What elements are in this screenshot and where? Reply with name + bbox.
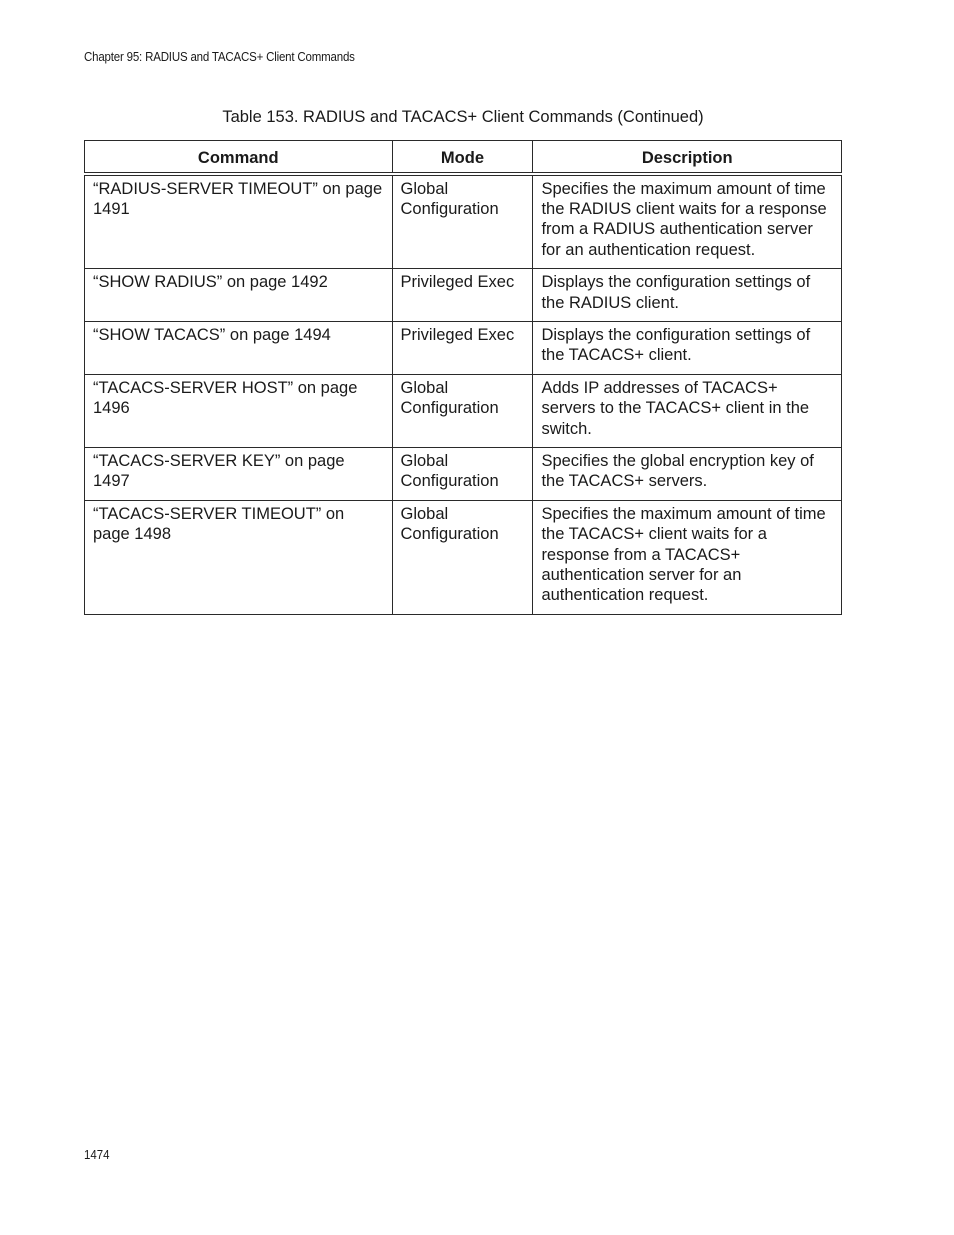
- description-cell: Displays the configuration settings of the TACACS+ client.: [533, 321, 842, 374]
- page-number: 1474: [84, 1148, 110, 1162]
- mode-cell: Global Configuration: [392, 500, 533, 614]
- mode-cell: Global Configuration: [392, 174, 533, 269]
- command-cell: “TACACS-SERVER TIMEOUT” on page 1498: [85, 500, 393, 614]
- command-cell: “SHOW RADIUS” on page 1492: [85, 269, 393, 322]
- command-cell: “RADIUS-SERVER TIMEOUT” on page 1491: [85, 174, 393, 269]
- description-cell: Displays the configuration settings of the RADIUS client.: [533, 269, 842, 322]
- table-caption: Table 153. RADIUS and TACACS+ Client Commands (Continued): [222, 108, 704, 126]
- table-row: [85, 269, 842, 322]
- table-row: [85, 374, 842, 447]
- mode-cell: Global Configuration: [392, 374, 533, 447]
- running-header: Chapter 95: RADIUS and TACACS+ Client Commands: [84, 50, 355, 64]
- column-header-mode: Mode: [392, 141, 533, 174]
- table-row: [85, 321, 842, 374]
- description-cell: Specifies the maximum amount of time the TACACS+ client waits for a response from a TACACS+ authentication server for an authentication request.: [533, 500, 842, 614]
- command-cell: “SHOW TACACS” on page 1494: [85, 321, 393, 374]
- command-cell: “TACACS-SERVER KEY” on page 1497: [85, 447, 393, 500]
- command-cell: “TACACS-SERVER HOST” on page 1496: [85, 374, 393, 447]
- commands-table: [84, 140, 842, 615]
- mode-cell: Global Configuration: [392, 447, 533, 500]
- table-row: [85, 500, 842, 614]
- mode-cell: Privileged Exec: [392, 321, 533, 374]
- table-row: [85, 174, 842, 269]
- description-cell: Adds IP addresses of TACACS+ servers to the TACACS+ client in the switch.: [533, 374, 842, 447]
- description-cell: Specifies the global encryption key of the TACACS+ servers.: [533, 447, 842, 500]
- table-header-row: [85, 141, 842, 174]
- column-header-command: Command: [85, 141, 393, 174]
- mode-cell: Privileged Exec: [392, 269, 533, 322]
- column-header-description: Description: [533, 141, 842, 174]
- description-cell: Specifies the maximum amount of time the RADIUS client waits for a response from a RADIUS authentication server for an authentication request.: [533, 174, 842, 269]
- table-row: [85, 447, 842, 500]
